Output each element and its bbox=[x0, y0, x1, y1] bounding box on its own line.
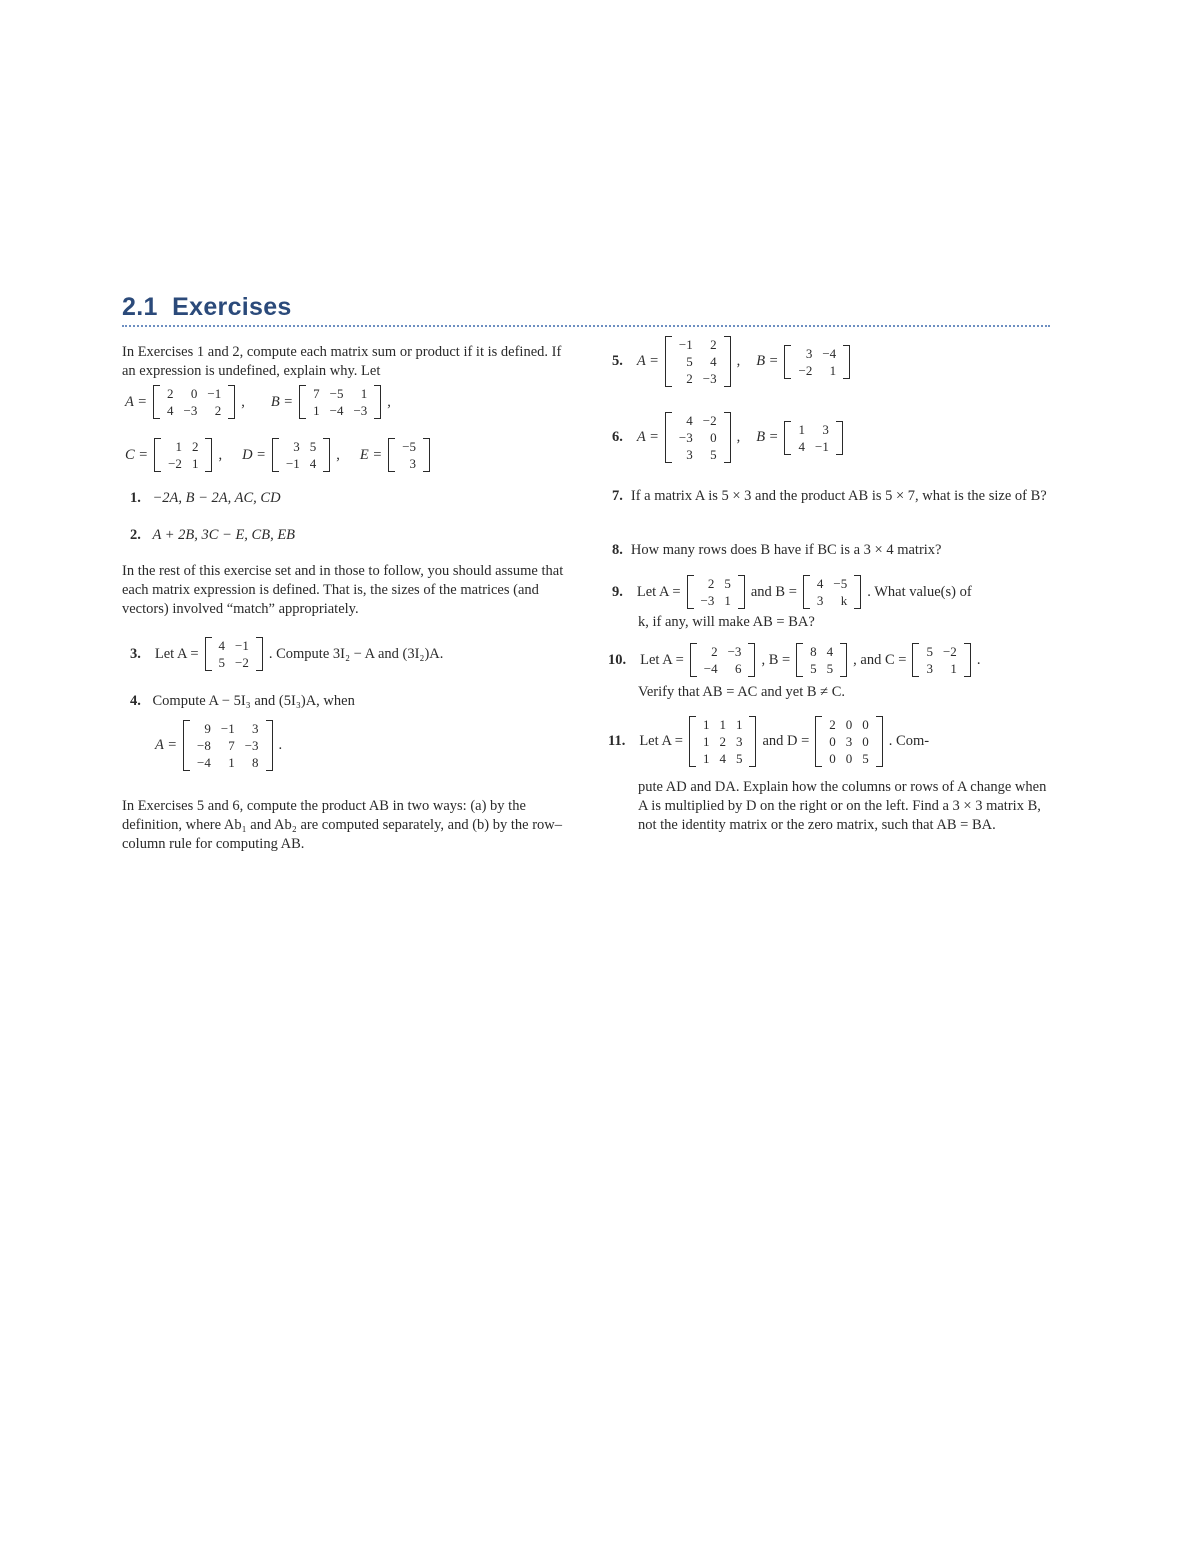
exercise-9 bbox=[612, 575, 972, 609]
right-bracket bbox=[738, 575, 745, 609]
exercise-2-text: A + 2B, 3C − E, CB, EB bbox=[152, 527, 296, 543]
exercise-11-matrix-a bbox=[689, 716, 757, 767]
matrix-e bbox=[388, 438, 430, 472]
left-bracket bbox=[912, 643, 919, 677]
matrix-entry: 4 bbox=[816, 576, 824, 591]
exercise-4 bbox=[130, 693, 355, 710]
left-bracket bbox=[272, 438, 279, 472]
exercise-6-matrix-b bbox=[784, 421, 842, 455]
label-c: C = bbox=[125, 446, 149, 463]
matrix-entry: 8 bbox=[252, 755, 259, 770]
left-bracket bbox=[687, 575, 694, 609]
right-bracket bbox=[876, 716, 883, 767]
matrix-entry: 2 bbox=[191, 439, 199, 454]
right-bracket bbox=[749, 716, 756, 767]
matrix-entry: 5 bbox=[826, 661, 834, 676]
matrix-b bbox=[299, 385, 381, 419]
right-bracket bbox=[724, 412, 731, 463]
exercise-11 bbox=[608, 716, 929, 767]
matrix-entry: −1 bbox=[678, 337, 693, 352]
matrix-entry: 0 bbox=[845, 717, 853, 732]
matrix-entry: 3 bbox=[816, 593, 824, 608]
exercise-9-continuation: k, if any, will make AB = BA? bbox=[638, 614, 815, 630]
matrix-entry: −1 bbox=[814, 438, 829, 454]
right-bracket bbox=[374, 385, 381, 419]
exercise-9-post: . What value(s) of bbox=[867, 583, 972, 600]
exercise-6-label-a: A = bbox=[636, 429, 659, 445]
exercise-7-text: If a matrix A is 5 × 3 and the product AB is 5 × 7, what is the size of B? bbox=[630, 488, 1047, 504]
matrix-entry: −2 bbox=[798, 362, 813, 378]
matrix-entry: 3 bbox=[409, 456, 417, 471]
matrix-entry: −2 bbox=[235, 655, 249, 670]
matrix-entry: 1 bbox=[702, 717, 710, 732]
matrix-entry: 4 bbox=[710, 354, 717, 369]
matrix-entry: −3 bbox=[183, 403, 198, 418]
exercise-9-matrix-a bbox=[687, 575, 745, 609]
matrix-entry: 2 bbox=[686, 371, 693, 386]
matrix-entry: 5 bbox=[309, 439, 317, 454]
matrix-entry: 1 bbox=[702, 734, 710, 749]
matrices-a-b: A = 2 0 −1 4 −3 2 , B = 7 −5 1 1 −4 −3 , bbox=[125, 386, 391, 418]
exercise-10-mid-c: , and C = bbox=[853, 651, 907, 668]
matrix-entry: 1 bbox=[724, 593, 731, 608]
left-bracket bbox=[153, 385, 160, 419]
right-bracket bbox=[964, 643, 971, 677]
matrix-entry: 7 bbox=[313, 386, 320, 401]
matrix-entry: −5 bbox=[402, 439, 417, 454]
matrix-entry: 0 bbox=[829, 734, 836, 749]
right-bracket bbox=[205, 438, 212, 472]
matrix-entry: −4 bbox=[329, 403, 344, 418]
matrix-entry: 0 bbox=[829, 751, 836, 766]
matrix-entry: 3 bbox=[926, 661, 933, 676]
exercise-11-post: . Com- bbox=[888, 733, 930, 749]
matrix-entry: 0 bbox=[710, 430, 717, 445]
matrix-entry: 1 bbox=[735, 717, 743, 732]
exercise-4-matrix-line: A = 9 −1 3 −8 7 −3 −4 1 8 . bbox=[155, 721, 283, 770]
exercise-4-text: Compute A − 5I₃ and (5I₃)A, when bbox=[152, 693, 355, 709]
matrix-entry: 4 bbox=[309, 456, 317, 471]
label-d: D = bbox=[242, 446, 266, 463]
exercise-4-matrix-a bbox=[183, 720, 273, 771]
exercise-11-continuation: pute AD and DA. Explain how the columns or rows of A change when A is multiplied by D on the right or on the left. Find a 3 × 3 matrix B, not the identity matrix or the zero matrix, such that AB = BA. bbox=[638, 779, 1047, 833]
matrix-entry: 1 bbox=[798, 421, 805, 437]
matrix-entry: 0 bbox=[845, 751, 853, 766]
left-bracket bbox=[665, 412, 672, 463]
matrix-entry: −8 bbox=[197, 738, 211, 753]
matrix-entry: −3 bbox=[678, 430, 693, 445]
matrix-entry: 2 bbox=[719, 734, 726, 749]
matrix-entry: k bbox=[840, 593, 848, 608]
left-bracket bbox=[784, 421, 791, 455]
left-bracket bbox=[665, 336, 672, 387]
matrix-entry: 4 bbox=[798, 438, 805, 454]
matrix-entry: 3 bbox=[686, 447, 693, 462]
exercise-10-pre: Let A = bbox=[640, 651, 684, 668]
exercise-3-pre: Let A = bbox=[154, 645, 199, 662]
matrix-entry: 5 bbox=[724, 576, 731, 591]
section-title: Exercises bbox=[172, 293, 292, 321]
intro-exercises-1-2: In Exercises 1 and 2, compute each matrix sum or product if it is defined. If an expression is undefined, explain why. Let bbox=[122, 344, 562, 379]
exercise-5-matrix-a bbox=[665, 336, 731, 387]
exercise-6-label-b: B = bbox=[756, 429, 779, 445]
right-bracket bbox=[854, 575, 861, 609]
matrix-entry: −3 bbox=[353, 403, 368, 418]
matrix-entry: 0 bbox=[862, 734, 869, 749]
exercise-10-post: . bbox=[976, 651, 981, 668]
matrix-entry: 5 bbox=[710, 447, 717, 462]
exercise-1-text: −2A, B − 2A, AC, CD bbox=[152, 490, 281, 506]
matrix-entry: 0 bbox=[190, 386, 198, 401]
exercise-10-mid-b: , B = bbox=[761, 651, 791, 668]
matrix-entry: 0 bbox=[862, 717, 869, 732]
exercise-5: 5. A = −1 2 5 4 2 −3 , B = 3 −4 −2 1 bbox=[612, 336, 850, 387]
exercise-5-label-a: A = bbox=[636, 353, 659, 369]
left-bracket bbox=[784, 345, 791, 379]
matrix-a bbox=[153, 385, 235, 419]
matrix-entry: 1 bbox=[719, 717, 726, 732]
exercise-10-matrix-b bbox=[796, 643, 847, 677]
matrix-entry: 8 bbox=[810, 644, 817, 659]
exercise-10-continuation: Verify that AB = AC and yet B ≠ C. bbox=[638, 684, 846, 700]
left-bracket bbox=[205, 637, 212, 671]
exercise-6: 6. A = 4 −2 −3 0 3 5 , B = 1 3 4 −1 bbox=[612, 412, 843, 463]
matrix-entry: −1 bbox=[220, 721, 235, 736]
exercise-1 bbox=[130, 490, 281, 507]
exercise-1-number: 1. bbox=[130, 490, 141, 506]
matrices-c-d-e: C = 1 2 −2 1 , D = 3 5 −1 4 , E = −5 3 bbox=[125, 438, 430, 472]
left-bracket bbox=[183, 720, 190, 771]
intro-exercises-5-6: In Exercises 5 and 6, compute the product AB in two ways: (a) by the definition, where Ab₁ and Ab₂ are computed separately, and (b) by the row–column rule for computing AB. bbox=[122, 798, 563, 852]
matrix-entry: −1 bbox=[285, 456, 300, 471]
matrix-entry: 2 bbox=[829, 717, 836, 732]
left-bracket bbox=[689, 716, 696, 767]
matrix-entry: 1 bbox=[702, 751, 710, 766]
exercise-2 bbox=[130, 527, 295, 544]
matrix-entry: 3 bbox=[822, 421, 829, 437]
right-bracket bbox=[323, 438, 330, 472]
right-bracket bbox=[228, 385, 235, 419]
matrix-entry: −1 bbox=[207, 386, 222, 401]
matrix-entry: 4 bbox=[826, 644, 834, 659]
exercise-11-pre: Let A = bbox=[639, 733, 683, 749]
exercise-9-pre: Let A = bbox=[636, 583, 681, 600]
matrix-entry: −3 bbox=[702, 371, 717, 386]
exercise-5-label-b: B = bbox=[756, 353, 779, 369]
matrix-entry: −1 bbox=[235, 638, 249, 653]
exercise-11-number: 11. bbox=[608, 733, 626, 749]
matrix-entry: 5 bbox=[862, 751, 869, 766]
section-number: 2.1 bbox=[122, 293, 158, 321]
matrix-entry: 1 bbox=[175, 439, 182, 454]
right-bracket bbox=[724, 336, 731, 387]
left-bracket bbox=[154, 438, 161, 472]
exercise-3 bbox=[130, 637, 443, 671]
left-bracket bbox=[796, 643, 803, 677]
matrix-c bbox=[154, 438, 212, 472]
matrix-entry: 5 bbox=[810, 661, 817, 676]
matrix-entry: 1 bbox=[313, 403, 320, 418]
exercise-10-matrix-a bbox=[690, 643, 756, 677]
exercise-4-number: 4. bbox=[130, 693, 141, 709]
left-bracket bbox=[803, 575, 810, 609]
matrix-entry: −3 bbox=[727, 644, 742, 659]
matrix-entry: 1 bbox=[360, 386, 368, 401]
exercise-9-matrix-b bbox=[803, 575, 861, 609]
exercise-2-number: 2. bbox=[130, 527, 141, 543]
matrix-entry: 7 bbox=[228, 738, 235, 753]
matrix-entry: −2 bbox=[942, 644, 957, 659]
exercise-10-number: 10. bbox=[608, 651, 627, 668]
matrix-entry: 5 bbox=[686, 354, 693, 369]
label-b: B = bbox=[270, 393, 294, 410]
label-a: A = bbox=[125, 393, 148, 410]
matrix-entry: −5 bbox=[329, 386, 344, 401]
matrix-entry: −4 bbox=[703, 661, 718, 676]
exercise-7-number: 7. bbox=[612, 488, 623, 504]
matrix-entry: 3 bbox=[293, 439, 300, 454]
matrix-entry: 4 bbox=[218, 638, 225, 653]
matrix-entry: 4 bbox=[686, 413, 693, 428]
matrix-entry: 2 bbox=[167, 386, 174, 401]
matrix-entry: 3 bbox=[805, 345, 813, 361]
right-bracket bbox=[836, 421, 843, 455]
exercise-3-number: 3. bbox=[130, 645, 141, 662]
matrix-entry: 6 bbox=[734, 661, 742, 676]
matrix-entry: 2 bbox=[710, 337, 717, 352]
matrix-entry: 3 bbox=[845, 734, 853, 749]
left-bracket bbox=[299, 385, 306, 419]
exercise-6-number: 6. bbox=[612, 429, 623, 445]
right-bracket bbox=[748, 643, 755, 677]
matrix-entry: 4 bbox=[167, 403, 174, 418]
exercise-8 bbox=[612, 541, 1057, 560]
matrix-entry: 1 bbox=[228, 755, 235, 770]
exercise-10 bbox=[608, 643, 980, 677]
matrix-entry: 2 bbox=[711, 644, 718, 659]
section-heading bbox=[122, 293, 292, 322]
right-bracket bbox=[840, 643, 847, 677]
matrix-entry: 5 bbox=[218, 655, 225, 670]
exercise-8-text: How many rows does B have if BC is a 3 × 4 matrix? bbox=[630, 542, 942, 558]
right-bracket bbox=[843, 345, 850, 379]
exercise-10-matrix-c bbox=[912, 643, 970, 677]
matrix-entry: 9 bbox=[204, 721, 211, 736]
right-bracket bbox=[423, 438, 430, 472]
matrix-entry: 3 bbox=[735, 734, 743, 749]
right-bracket bbox=[256, 637, 263, 671]
exercise-3-matrix-a bbox=[205, 637, 263, 671]
exercise-6-matrix-a bbox=[665, 412, 731, 463]
matrix-entry: 1 bbox=[191, 456, 199, 471]
heading-rule bbox=[122, 325, 1050, 327]
exercise-4-label: A = bbox=[155, 737, 178, 753]
matrix-entry: −5 bbox=[833, 576, 848, 591]
exercise-8-number: 8. bbox=[612, 542, 623, 558]
exercise-3-post: . Compute 3I₂ − A and (3I₂)A. bbox=[268, 645, 444, 662]
rest-note: In the rest of this exercise set and in those to follow, you should assume that each matrix expression is defined. That is, the sizes of the matrices (and vectors) involved “match” appropriately. bbox=[122, 563, 564, 617]
matrix-entry: 2 bbox=[707, 576, 715, 591]
matrix-entry: 5 bbox=[926, 644, 933, 659]
exercise-11-matrix-d bbox=[815, 716, 883, 767]
matrix-entry: −2 bbox=[702, 413, 717, 428]
matrix-entry: 5 bbox=[735, 751, 743, 766]
exercise-5-number: 5. bbox=[612, 353, 623, 369]
exercise-11-mid: and D = bbox=[762, 733, 810, 749]
exercise-7 bbox=[612, 487, 1057, 506]
matrix-entry: 1 bbox=[950, 661, 957, 676]
matrix-entry: 2 bbox=[214, 403, 222, 418]
left-bracket bbox=[815, 716, 822, 767]
matrix-entry: −4 bbox=[197, 755, 211, 770]
matrix-d bbox=[272, 438, 330, 472]
matrix-entry: 1 bbox=[829, 362, 837, 378]
right-bracket bbox=[266, 720, 273, 771]
left-bracket bbox=[388, 438, 395, 472]
matrix-entry: −4 bbox=[822, 345, 837, 361]
matrix-entry: −2 bbox=[168, 456, 182, 471]
matrix-entry: 3 bbox=[252, 721, 259, 736]
exercise-9-mid: and B = bbox=[750, 583, 797, 600]
label-e: E = bbox=[359, 446, 383, 463]
exercise-5-matrix-b bbox=[784, 345, 850, 379]
exercise-9-number: 9. bbox=[612, 583, 623, 600]
matrix-entry: 4 bbox=[719, 751, 726, 766]
matrix-entry: −3 bbox=[700, 593, 715, 608]
matrix-entry: −3 bbox=[244, 738, 259, 753]
left-bracket bbox=[690, 643, 697, 677]
